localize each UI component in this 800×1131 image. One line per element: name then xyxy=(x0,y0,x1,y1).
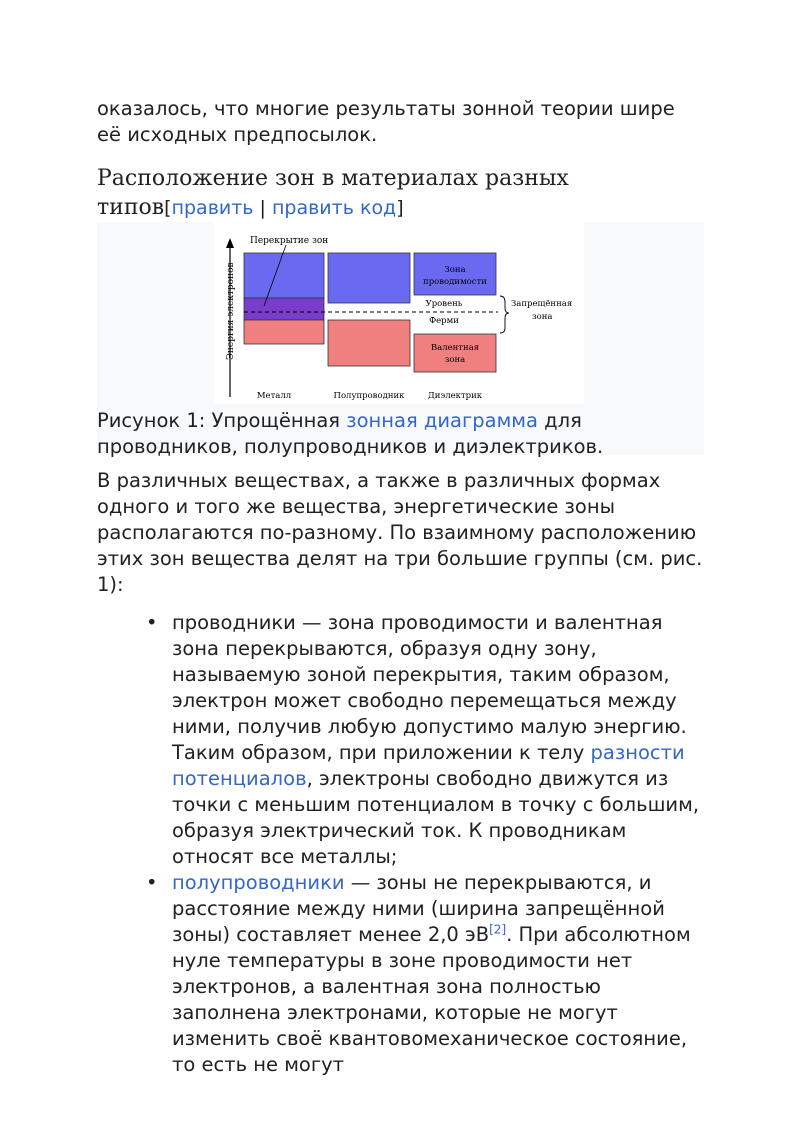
metal-overlap-band xyxy=(244,298,324,320)
band-diagram[interactable] xyxy=(214,222,584,404)
semiconductor-conduction-band xyxy=(328,253,410,303)
edit-section-links xyxy=(164,197,403,219)
x-label-dielectric: Диэлектрик xyxy=(427,391,483,401)
list-item-text-after: , электроны свободно движутся из точки с меньшим потенциалом в точку с большим, образуя электрический ток. К проводникам относят все металлы; xyxy=(172,767,700,868)
bullet-marker: • xyxy=(146,871,158,894)
list-item xyxy=(146,870,704,1078)
intro-paragraph: оказалось, что многие результаты зонной теории шире её исходных предпосылок. xyxy=(97,97,675,146)
figure-caption xyxy=(97,408,704,460)
valence-label-1: Валентная xyxy=(430,343,480,353)
caption-prefix: Рисунок 1: Упрощённая xyxy=(97,409,347,432)
section-heading-line1: Расположение зон в материалах разных xyxy=(97,166,569,191)
gap-brace xyxy=(500,296,509,333)
potential-difference-link[interactable]: разности потенциалов xyxy=(172,741,685,790)
list-item xyxy=(146,610,704,870)
edit-code-link[interactable]: править код xyxy=(271,197,397,219)
band-diagram-link[interactable]: зонная диаграмма xyxy=(346,409,538,432)
metal-valence-band xyxy=(244,320,324,344)
list-item-text: проводники — зона проводимости и валентная зона перекрываются, образуя одну зону, называемую зоной перекрытия, таким образом, электрон может свободно перемещаться между ними, получив любую допустимо малую энергию. Таким образом, при приложении к телу xyxy=(172,611,687,764)
figure xyxy=(97,222,704,458)
list-item-text: — зоны не перекрываются, и расстояние между ними (ширина запрещённой зоны) составляет менее 2,0 эВ xyxy=(172,871,665,946)
edit-bracket-open: [ xyxy=(164,197,172,219)
overlap-label: Перекрытие зон xyxy=(250,236,329,246)
section-heading-line2: типов xyxy=(97,195,165,220)
list-item-text-after: . При абсолютном нуле температуры в зоне проводимости нет электронов, а валентная зона полностью заполнена электронами, которые не могут изменить своё квантовомеханическое состояние, то есть не могут xyxy=(172,923,691,1076)
caption-suffix: для проводников, полупроводников и диэлектриков. xyxy=(97,409,604,458)
bullet-marker: • xyxy=(146,611,158,634)
gap-label-1: Запрещённая xyxy=(511,299,573,309)
fermi-label-2: Ферми xyxy=(429,316,459,326)
valence-label-2: зона xyxy=(444,355,466,365)
x-label-metal: Металл xyxy=(256,391,292,401)
x-label-semiconductor: Полупроводник xyxy=(333,391,405,401)
edit-section-link[interactable]: править xyxy=(171,197,254,219)
y-axis-arrow xyxy=(226,238,234,248)
conduction-label-2: проводимости xyxy=(423,277,487,287)
y-axis-label: Энергия электронов xyxy=(226,262,236,360)
material-groups-list xyxy=(146,610,704,1078)
semiconductors-link[interactable]: полупроводники xyxy=(172,871,345,894)
body-paragraph: В различных веществах, а также в различных формах одного и того же вещества, энергетические зоны располагаются по-разному. По взаимному расположению этих зон вещества делят на три большие группы (см. рис. 1): xyxy=(97,469,703,596)
section-heading xyxy=(97,164,704,226)
gap-label-2: зона xyxy=(532,312,553,322)
dielectric-valence-band xyxy=(414,334,496,372)
metal-conduction-band xyxy=(244,253,324,298)
fermi-label-1: Уровень xyxy=(425,299,463,309)
conduction-label-1: Зона xyxy=(444,265,466,275)
edit-separator: | xyxy=(253,197,272,219)
semiconductor-valence-band xyxy=(328,320,410,366)
reference-link[interactable]: [2] xyxy=(489,922,507,937)
edit-bracket-close: ] xyxy=(396,197,404,219)
